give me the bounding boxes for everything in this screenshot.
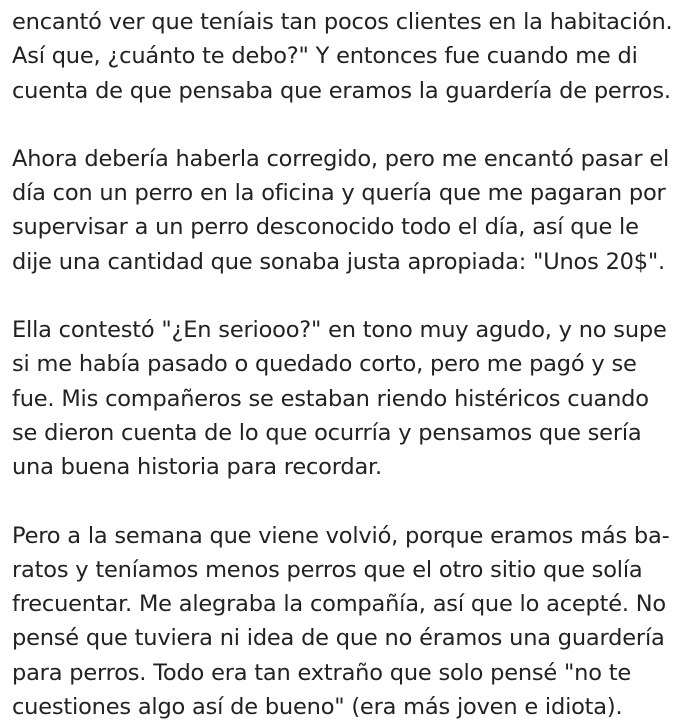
paragraph-gap [12, 279, 700, 313]
paragraph-1 [12, 5, 700, 108]
paragraph-gap [12, 108, 700, 142]
text-line: se dieron cuenta de lo que ocurría y pensamos que sería [12, 419, 642, 446]
text-line: una buena historia para recordar. [12, 454, 382, 481]
paragraph-2 [12, 142, 700, 279]
text-line: encantó ver que teníais tan pocos clientes en la habitación. [12, 9, 673, 35]
text-line: frecuentar. Me alegraba la compañía, así que lo acepté. No [12, 591, 666, 618]
text-line: supervisar a un perro desconocido todo el día, así que le [12, 214, 639, 241]
paragraph-4 [12, 519, 700, 724]
text-line: pensé que tuviera ni idea de que no éramos una guardería [12, 625, 665, 652]
text-line: si me había pasado o quedado corto, pero me pagó y se [12, 351, 637, 378]
text-line: ratos y teníamos menos perros que el otro sitio que solía [12, 556, 643, 583]
text-line: Ahora debería haberla corregido, pero me encantó pasar el [12, 145, 670, 172]
article-body [0, 5, 700, 720]
paragraph-3 [12, 313, 700, 484]
text-line: Así que, ¿cuánto te debo?" Y entonces fue cuando me di [12, 43, 638, 70]
text-line: día con un perro en la oficina y quería que me pagaran por [12, 180, 666, 207]
text-line: cuestiones algo así de bueno" (era más joven e idiota). [12, 694, 623, 721]
text-line: para perros. Todo era tan extraño que solo pensé "no te [12, 659, 632, 686]
paragraph-gap [12, 485, 700, 519]
text-line: Pero a la semana que viene volvió, porque eramos más ba- [12, 522, 670, 549]
text-line: Ella contestó "¿En seriooo?" en tono muy agudo, y no supe [12, 317, 667, 344]
text-line: cuenta de que pensaba que eramos la guardería de perros. [12, 77, 671, 104]
text-line: dije una cantidad que sonaba justa apropiada: "Unos 20$". [12, 248, 666, 275]
text-line: fue. Mis compañeros se estaban riendo histéricos cuando [12, 385, 649, 412]
